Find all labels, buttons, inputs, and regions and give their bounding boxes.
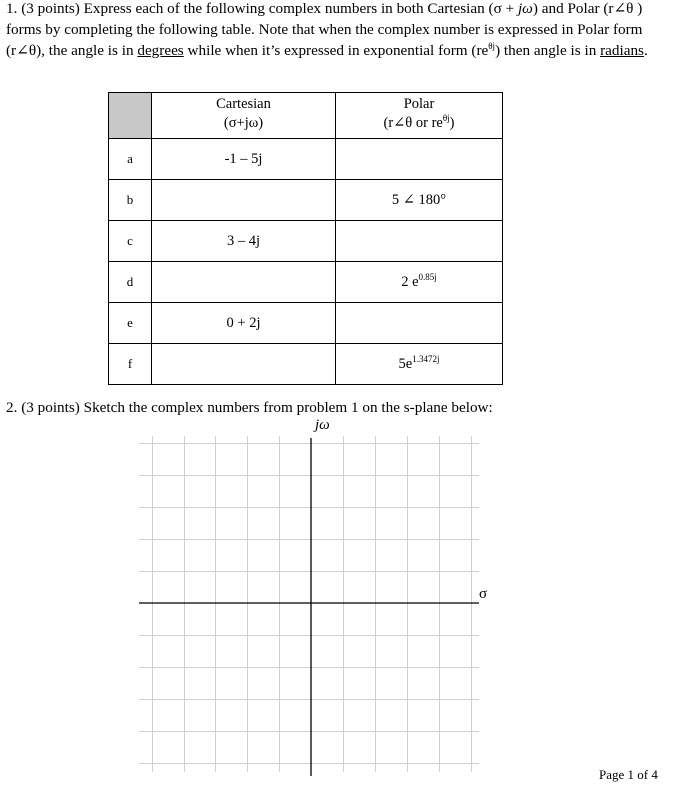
table-row [109, 139, 503, 180]
polar-cell[interactable] [336, 303, 503, 344]
polar-cell[interactable]: 2 $e^{0.85j}$ [336, 262, 503, 303]
row-label: e [109, 303, 152, 344]
table-row [109, 303, 503, 344]
polar-cell[interactable] [336, 221, 503, 262]
polar-cell[interactable] [336, 139, 503, 180]
row-label: c [109, 221, 152, 262]
polar-cell[interactable]: $5e^{1.3472j}$ [336, 344, 503, 385]
page-number: Page 1 of 4 [599, 767, 658, 782]
cartesian-cell[interactable]: 3 – 4j [152, 221, 336, 262]
table-corner [109, 93, 152, 139]
cartesian-cell[interactable]: -1 – 5j [152, 139, 336, 180]
cartesian-cell[interactable]: 0 + 2j [152, 303, 336, 344]
problem-1-text: 1. (3 points) Express each of the following complex numbers in both Cartesian (σ + jω) and Polar (r∠θ ) forms by completing the following table. Note that when the complex number is expressed in Polar form (r∠θ), the angle is in degrees while when it’s expressed in exponential form $(re^{\theta j})$ then angle is in radians. [6, 0, 648, 59]
table-row [109, 344, 503, 385]
problem-2-text: 2. (3 points) Sketch the complex numbers from problem 1 on the s-plane below: [6, 399, 493, 416]
header-cartesian: Cartesian (σ+jω) [152, 93, 336, 139]
radians-word: radians [600, 42, 644, 59]
grid-lines [139, 436, 479, 772]
cartesian-cell[interactable] [152, 262, 336, 303]
table-row [109, 221, 503, 262]
row-label: b [109, 180, 152, 221]
conversion-table [108, 92, 503, 385]
real-axis-label: σ [479, 586, 488, 602]
table-row [109, 180, 503, 221]
imaginary-axis-label: jω [315, 417, 330, 433]
cartesian-cell[interactable] [152, 180, 336, 221]
polar-cell[interactable]: 5 ∠ 180° [336, 180, 503, 221]
cartesian-cell[interactable] [152, 344, 336, 385]
table-row [109, 262, 503, 303]
degrees-word: degrees [137, 42, 184, 59]
row-label: d [109, 262, 152, 303]
row-label: a [109, 139, 152, 180]
s-plane-grid[interactable] [139, 432, 479, 776]
header-polar: Polar (r∠θ or $re^{\theta j}$) [336, 93, 503, 139]
row-label: f [109, 344, 152, 385]
